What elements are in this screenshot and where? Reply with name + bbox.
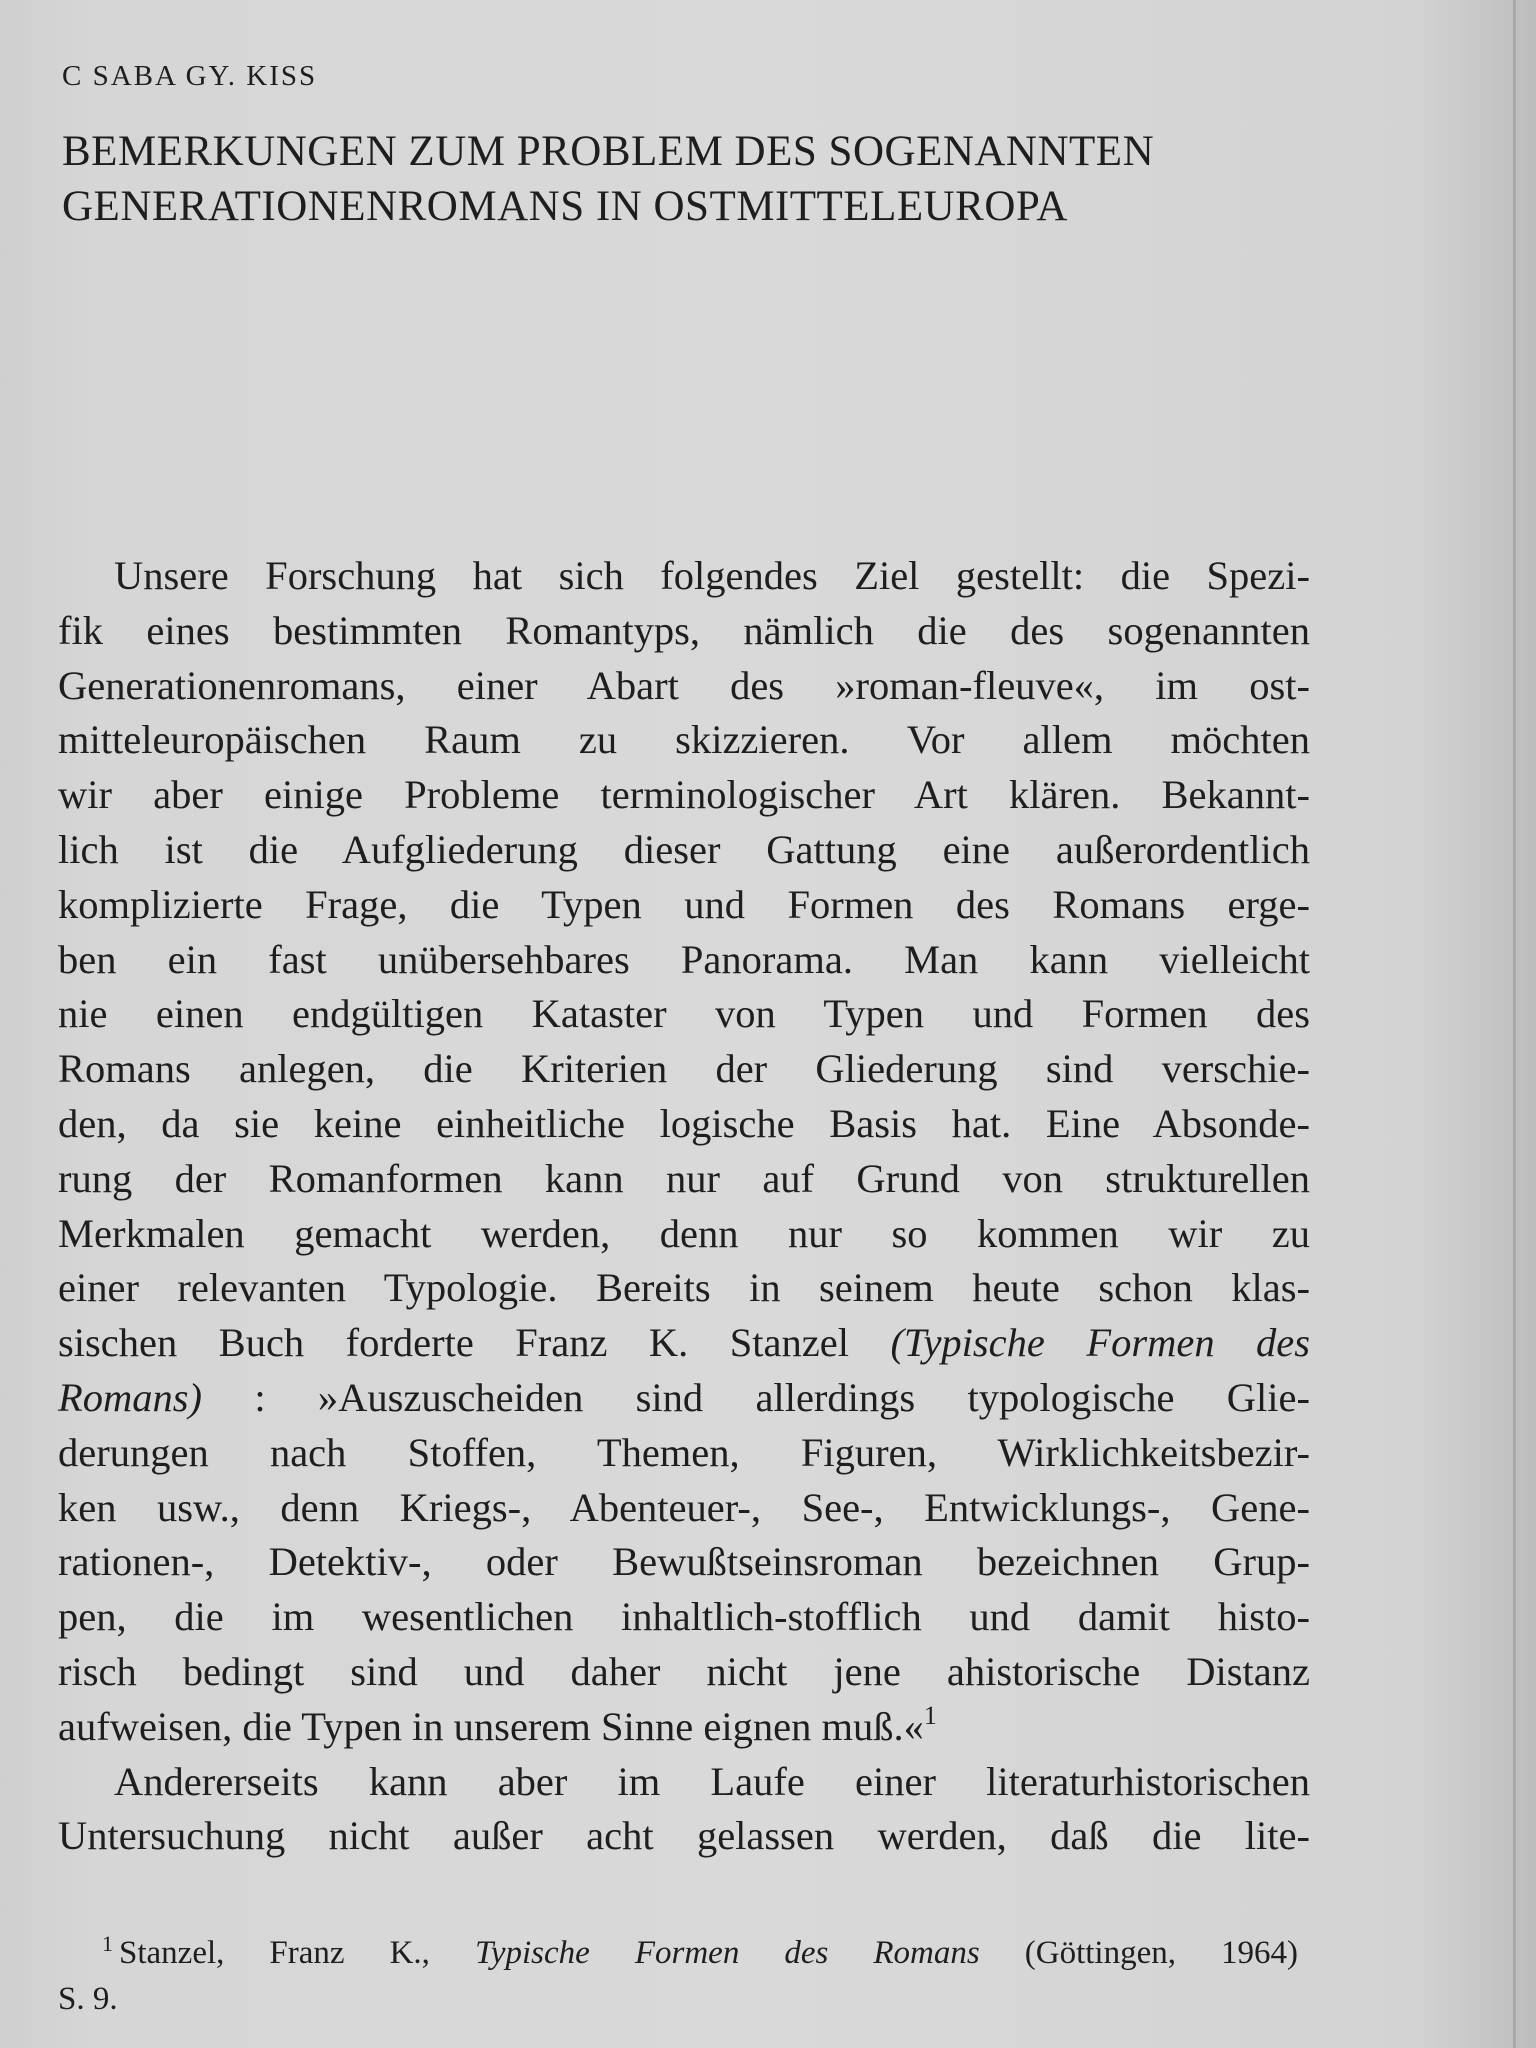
- body-line: rung der Romanformen kann nur auf Grund von strukturellen: [58, 1155, 1310, 1201]
- book-title-italic: Romans): [58, 1374, 202, 1420]
- body-line: mitteleuropäischen Raum zu skizzieren. Vor allem möchten: [58, 717, 1310, 763]
- article-title: [62, 124, 1352, 234]
- body-line: rationen-, Detektiv-, oder Bewußtseinsroman bezeichnen Grup-: [58, 1539, 1310, 1585]
- footnote-reference[interactable]: 1: [923, 1700, 937, 1730]
- body-line: Untersuchung nicht außer acht gelassen werden, daß die lite-: [58, 1813, 1310, 1859]
- body-line: [58, 1371, 1310, 1426]
- body-line: Unsere Forschung hat sich folgendes Ziel gestellt: die Spezi-: [114, 553, 1310, 598]
- body-text-segment: : »Auszuscheiden sind allerdings typologische Glie-: [202, 1374, 1310, 1420]
- footnote-page: S. 9.: [58, 1981, 118, 2017]
- body-line: ben ein fast unübersehbares Panorama. Man kann vielleicht: [58, 936, 1310, 982]
- body-line: pen, die im wesentlichen inhaltlich-stofflich und damit histo-: [58, 1594, 1310, 1640]
- body-line: [58, 1700, 1310, 1755]
- body-line: derungen nach Stoffen, Themen, Figuren, Wirklichkeitsbezir-: [58, 1429, 1310, 1475]
- body-line: Merkmalen gemacht werden, denn nur so kommen wir zu: [58, 1210, 1310, 1256]
- footnote-line: [58, 1930, 1298, 1976]
- footnote: [58, 1930, 1298, 2022]
- body-line: lich ist die Aufgliederung dieser Gattung eine außerordentlich: [58, 826, 1310, 872]
- body-line: Generationenromans, einer Abart des »roman-fleuve«, im ost-: [58, 662, 1310, 708]
- footnote-publication: (Göttingen, 1964): [979, 1935, 1298, 1971]
- body-line: wir aber einige Probleme terminologischer Art klären. Bekannt-: [58, 772, 1310, 818]
- body-line: einer relevanten Typologie. Bereits in seinem heute schon klas-: [58, 1265, 1310, 1311]
- title-line: GENERATIONENROMANS IN OSTMITTELEUROPA: [62, 183, 1068, 230]
- book-title-italic: (Typische Formen des: [890, 1320, 1311, 1366]
- body-line: Andererseits kann aber im Laufe einer literaturhistorischen: [114, 1758, 1310, 1804]
- body-text-segment: aufweisen, die Typen in unserem Sinne eignen muß.«: [58, 1703, 924, 1749]
- footnote-author: Stanzel, Franz K.,: [119, 1935, 475, 1971]
- body-line: risch bedingt sind und daher nicht jene ahistorische Distanz: [58, 1648, 1310, 1694]
- body-text: [58, 549, 1310, 1864]
- page-edge: [1513, 0, 1516, 2048]
- body-line: [58, 1316, 1310, 1371]
- body-line: nie einen endgültigen Kataster von Typen und Formen des: [58, 991, 1310, 1037]
- author-name: C SABA GY. KISS: [62, 60, 318, 92]
- title-line: BEMERKUNGEN ZUM PROBLEM DES SOGENANNTEN: [62, 128, 1155, 175]
- body-line: den, da sie keine einheitliche logische Basis hat. Eine Absonde-: [58, 1100, 1310, 1146]
- body-text-segment: sischen Buch forderte Franz K. Stanzel: [58, 1320, 891, 1366]
- footnote-work-title: Typische Formen des Romans: [474, 1935, 980, 1971]
- body-line: komplizierte Frage, die Typen und Formen des Romans erge-: [58, 881, 1310, 927]
- body-line: Romans anlegen, die Kriterien der Gliederung sind verschie-: [58, 1046, 1310, 1092]
- body-line: fik eines bestimmten Romantyps, nämlich die des sogenannten: [58, 607, 1310, 653]
- footnote-number: 1: [102, 1931, 113, 1956]
- body-line: ken usw., denn Kriegs-, Abenteuer-, See-, Entwicklungs-, Gene-: [58, 1484, 1310, 1530]
